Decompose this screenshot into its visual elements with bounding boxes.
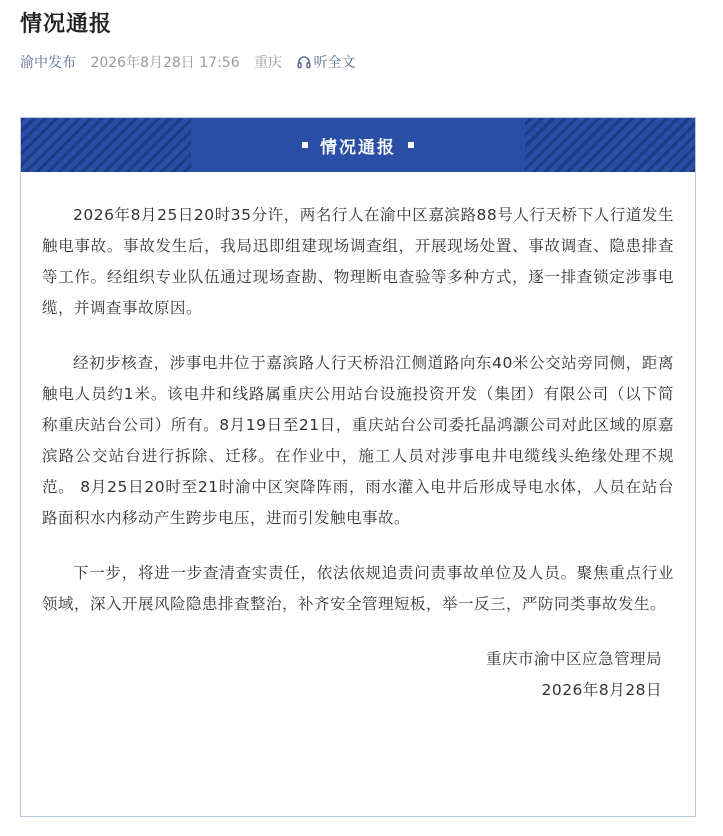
signature-date: 2026年8月28日 — [541, 681, 662, 699]
signature-org: 重庆市渝中区应急管理局 — [485, 650, 662, 668]
paragraph: 下一步，将进一步查清查实责任，依法依规追责问责事故单位及人员。聚焦重点行业领域，深入开展风险隐患排查整治，补齐安全管理短板，举一反三，严防同类事故发生。 — [42, 564, 674, 613]
paragraph: 2026年8月25日20时35分许，两名行人在渝中区嘉滨路88号人行天桥下人行道发生触电事故。事故发生后，我局迅即组建现场调查组，开展现场处置、事故调查、隐患排查等工作。经组织专业队伍通过现场查勘、物理断电查验等多种方式，逐一排查锁定涉事电缆，并调查事故原因。 — [42, 206, 674, 317]
article-meta — [20, 52, 366, 74]
publish-location: 重庆 — [254, 55, 283, 71]
notice-card — [20, 117, 696, 817]
headphones-icon — [297, 55, 311, 69]
publish-datetime: 2026年8月28日 17:56 — [90, 55, 240, 71]
banner-label — [21, 118, 695, 172]
listen-button[interactable] — [297, 52, 356, 74]
listen-label: 听全文 — [313, 55, 356, 71]
square-bullet-icon — [408, 142, 414, 148]
paragraph: 经初步核查，涉事电井位于嘉滨路人行天桥沿江侧道路向东40米公交站旁同侧，距离触电人员约1米。该电井和线路属重庆公用站台设施投资开发（集团）有限公司（以下简称重庆站台公司）所有。8月19日至21日，重庆站台公司委托晶鸿灏公司对此区域的原嘉滨路公交站台进行拆除、迁移。在作业中，施工人员对涉事电井电缆线头绝缘处理不规范。 8月25日20时至21时渝中区突降阵雨，雨水灌入电井后形成导电水体，人员在站台路面积水内移动产生跨步电压，进而引发触电事故。 — [42, 354, 674, 527]
account-name[interactable]: 渝中发布 — [20, 55, 76, 71]
signature-block — [42, 644, 674, 706]
article-title: 情况通报 — [20, 12, 113, 37]
square-bullet-icon — [302, 142, 308, 148]
notice-banner — [21, 118, 695, 172]
notice-content — [21, 172, 695, 706]
banner-title: 情况通报 — [320, 137, 396, 158]
